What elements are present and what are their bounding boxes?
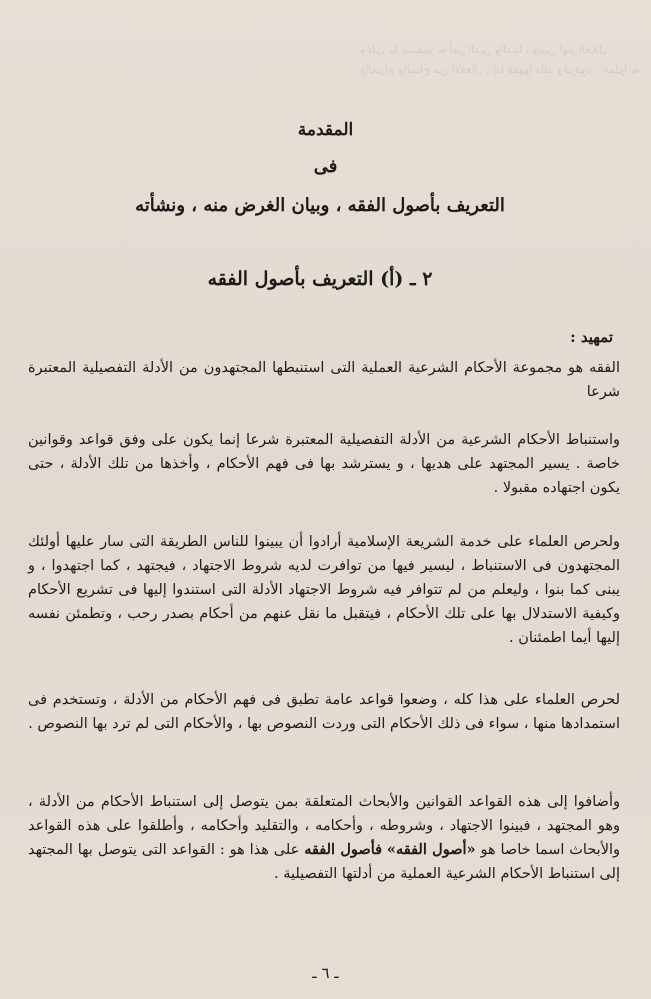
in-heading: فى xyxy=(313,156,338,177)
intro-heading: المقدمة xyxy=(297,120,354,140)
bleed-through-text: وعلى ما يستقيم به أمر الدين والدنيا ، ويبين لهم الحلال والحرام والمباح من الأفعال ، إذا فقهوا ذلك وعرفوه ، عملوا به xyxy=(360,43,640,76)
paragraph-4 xyxy=(28,688,620,736)
paragraph-4-text: لحرص العلماء على هذا كله ، وضعوا قواعد عامة تطبق فى فهم الأحكام من الأدلة ، وتستخدم فى استمدادها منها ، سواء فى ذلك الأحكام التى وردت النصوص بها ، والأحكام التى لم ترد بها النصوص . xyxy=(28,692,620,732)
paragraph-2-text: واستنباط الأحكام الشرعية من الأدلة التفصيلية المعتبرة شرعا إنما يكون على وفق قواعد وقوانين خاصة . يسير المجتهد على هديها ، و يسترشد بها فى فهم الأحكام ، وأخذها من تلك الأدلة ، حتى يكون اجتهاده مقبولا . xyxy=(28,432,620,496)
paragraph-3 xyxy=(28,530,620,650)
paragraph-5-part-c: على هذا هو : القواعد التى يتوصل بها المجتهد إلى استنباط الأحكام الشرعية العملية من أدلتها التفصيلية . xyxy=(28,842,620,882)
chapter-subtitle: التعريف بأصول الفقه ، وبيان الغرض منه ، ونشأته xyxy=(135,195,505,216)
preface-label: تمهيد : xyxy=(570,328,613,346)
paragraph-1-text: الفقه هو مجموعة الأحكام الشرعية العملية التى استنبطها المجتهدون من الأدلة التفصيلية المعتبرة شرعا xyxy=(28,360,620,400)
usul-term: «أصول الفقه» xyxy=(386,841,476,858)
paragraph-3-text: ولحرص العلماء على خدمة الشريعة الإسلامية أرادوا أن يبينوا للناس الطريقة التى سار عليها أولئك المجتهدون فى الاستنباط ، ليسير فيها من توافرت لديه شروط الاجتهاد ، فيجتهد ، كما اجتهدوا ، و يبنى كما بنوا ، وليعلم من لم تتوافر فيه شروط الاجتهاد الأدلة التى استندوا إليها فى تشريع الأحكام وكيفية الاستدلال بها على تلك الأحكام ، فيتقبل ما نقل عنهم من أحكام بصدر رحب ، وتطمئن نفسه إليها أيما اطمئنان . xyxy=(28,534,620,646)
usul-term-repeat: فأصول الفقه xyxy=(304,841,383,858)
section-title: ٢ ـ (أ) التعريف بأصول الفقه xyxy=(207,268,433,290)
paragraph-1 xyxy=(28,356,620,404)
page-number: ـ ٦ ـ xyxy=(312,964,339,982)
paragraph-2 xyxy=(28,428,620,500)
paragraph-5 xyxy=(28,790,620,886)
paragraph-5-text xyxy=(28,790,620,886)
paragraph-5-part-a: وأضافوا إلى هذه القواعد القوانين والأبحاث المتعلقة بمن يتوصل إلى استنباط الأحكام من الأدلة ، وهو المجتهد ، فبينوا الاجتهاد ، وشروطه ، وأحكامه ، والتقليد وأحكامه ، وأطلقوا على هذه القواعد والأبحاث اسما خاصا هو xyxy=(28,794,621,858)
